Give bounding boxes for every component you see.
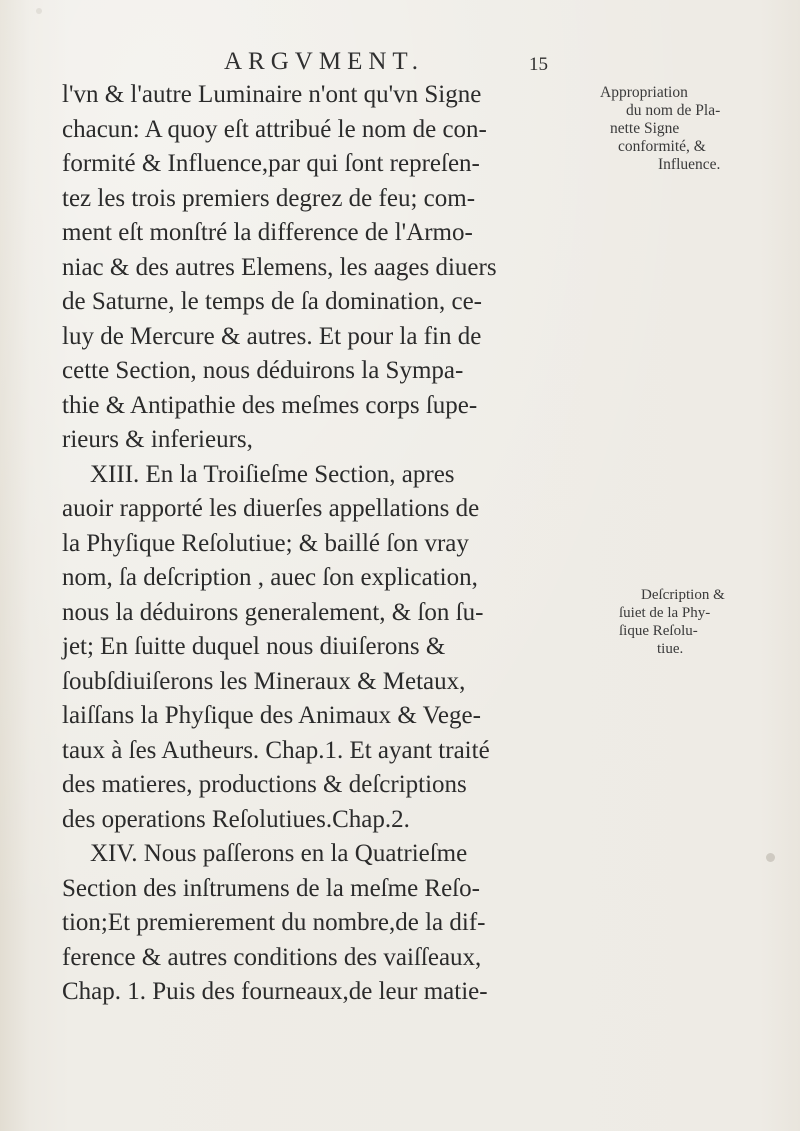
- main-text-block: [62, 78, 582, 1010]
- text-line: taux à ſes Autheurs. Chap.1. Et ayant traité: [62, 736, 490, 764]
- text-line: la Phyſique Reſolutiue; & baillé ſon vray: [62, 529, 469, 557]
- section-heading-line: XIII. En la Troiſieſme Section, apres: [90, 460, 455, 488]
- text-line: nom, ſa deſcription , auec ſon explication,: [62, 564, 478, 591]
- margin-note-line: du nom de Pla-: [626, 102, 721, 119]
- text-line: des operations Reſolutiues.Chap.2.: [62, 805, 410, 833]
- margin-note-line: Influence.: [658, 156, 721, 173]
- text-line: rieurs & inferieurs,: [62, 426, 253, 453]
- margin-note-line: Appropriation: [600, 84, 688, 101]
- page-number: 15: [529, 54, 548, 75]
- text-line: Section des inſtrumens de la meſme Reſo-: [62, 874, 480, 902]
- text-line: laiſſans la Phyſique des Animaux & Vege-: [62, 702, 481, 729]
- text-line: l'vn & l'autre Luminaire n'ont qu'vn Signe: [62, 81, 482, 108]
- text-line: cette Section, nous déduirons la Sympa-: [62, 357, 464, 384]
- margin-note-line: ſique Reſolu-: [619, 623, 698, 639]
- section-heading-line: XIV. Nous paſſerons en la Quatrieſme: [90, 840, 468, 867]
- text-line: ſoubſdiuiſerons les Mineraux & Metaux,: [62, 667, 466, 695]
- text-line: chacun: A quoy eſt attribué le nom de con-: [62, 115, 487, 143]
- text-line: auoir rapporté les diuerſes appellations de: [62, 495, 480, 522]
- text-line: tion;Et premierement du nombre,de la dif-: [62, 909, 486, 936]
- text-line: luy de Mercure & autres. Et pour la fin de: [62, 322, 482, 350]
- text-line: ment eſt monſtré la difference de l'Armo-: [62, 219, 473, 246]
- margin-note-line: nette Signe: [610, 120, 680, 137]
- text-line: jet; En ſuitte duquel nous diuiſerons &: [62, 633, 446, 660]
- running-header-title: ARGVMENT.: [224, 48, 425, 75]
- text-line: thie & Antipathie des meſmes corps ſupe-: [62, 391, 478, 419]
- margin-note-line: tiue.: [657, 641, 684, 657]
- text-line: niac & des autres Elemens, les aages diuers: [62, 253, 497, 281]
- text-line: Chap. 1. Puis des fourneaux,de leur matie-: [62, 978, 488, 1005]
- text-line: nous la déduirons generalement, & ſon ſu-: [62, 598, 484, 626]
- text-line: formité & Influence,par qui ſont repreſen-: [62, 150, 480, 177]
- margin-note-appropriation: [600, 84, 790, 174]
- margin-note-line: ſuiet de la Phy-: [619, 605, 711, 621]
- paper-stain: [36, 8, 42, 14]
- text-line: des matieres, productions & deſcriptions: [62, 771, 467, 798]
- text-line: tez les trois premiers degrez de feu; com-: [62, 184, 476, 212]
- paper-stain: [766, 853, 775, 862]
- margin-note-line: conformité, &: [618, 138, 706, 155]
- margin-note-line: Deſcription &: [641, 587, 725, 603]
- text-line: de Saturne, le temps de ſa domination, ce-: [62, 288, 483, 315]
- margin-note-description: [619, 586, 799, 658]
- text-line: ference & autres conditions des vaiſſeaux,: [62, 943, 482, 971]
